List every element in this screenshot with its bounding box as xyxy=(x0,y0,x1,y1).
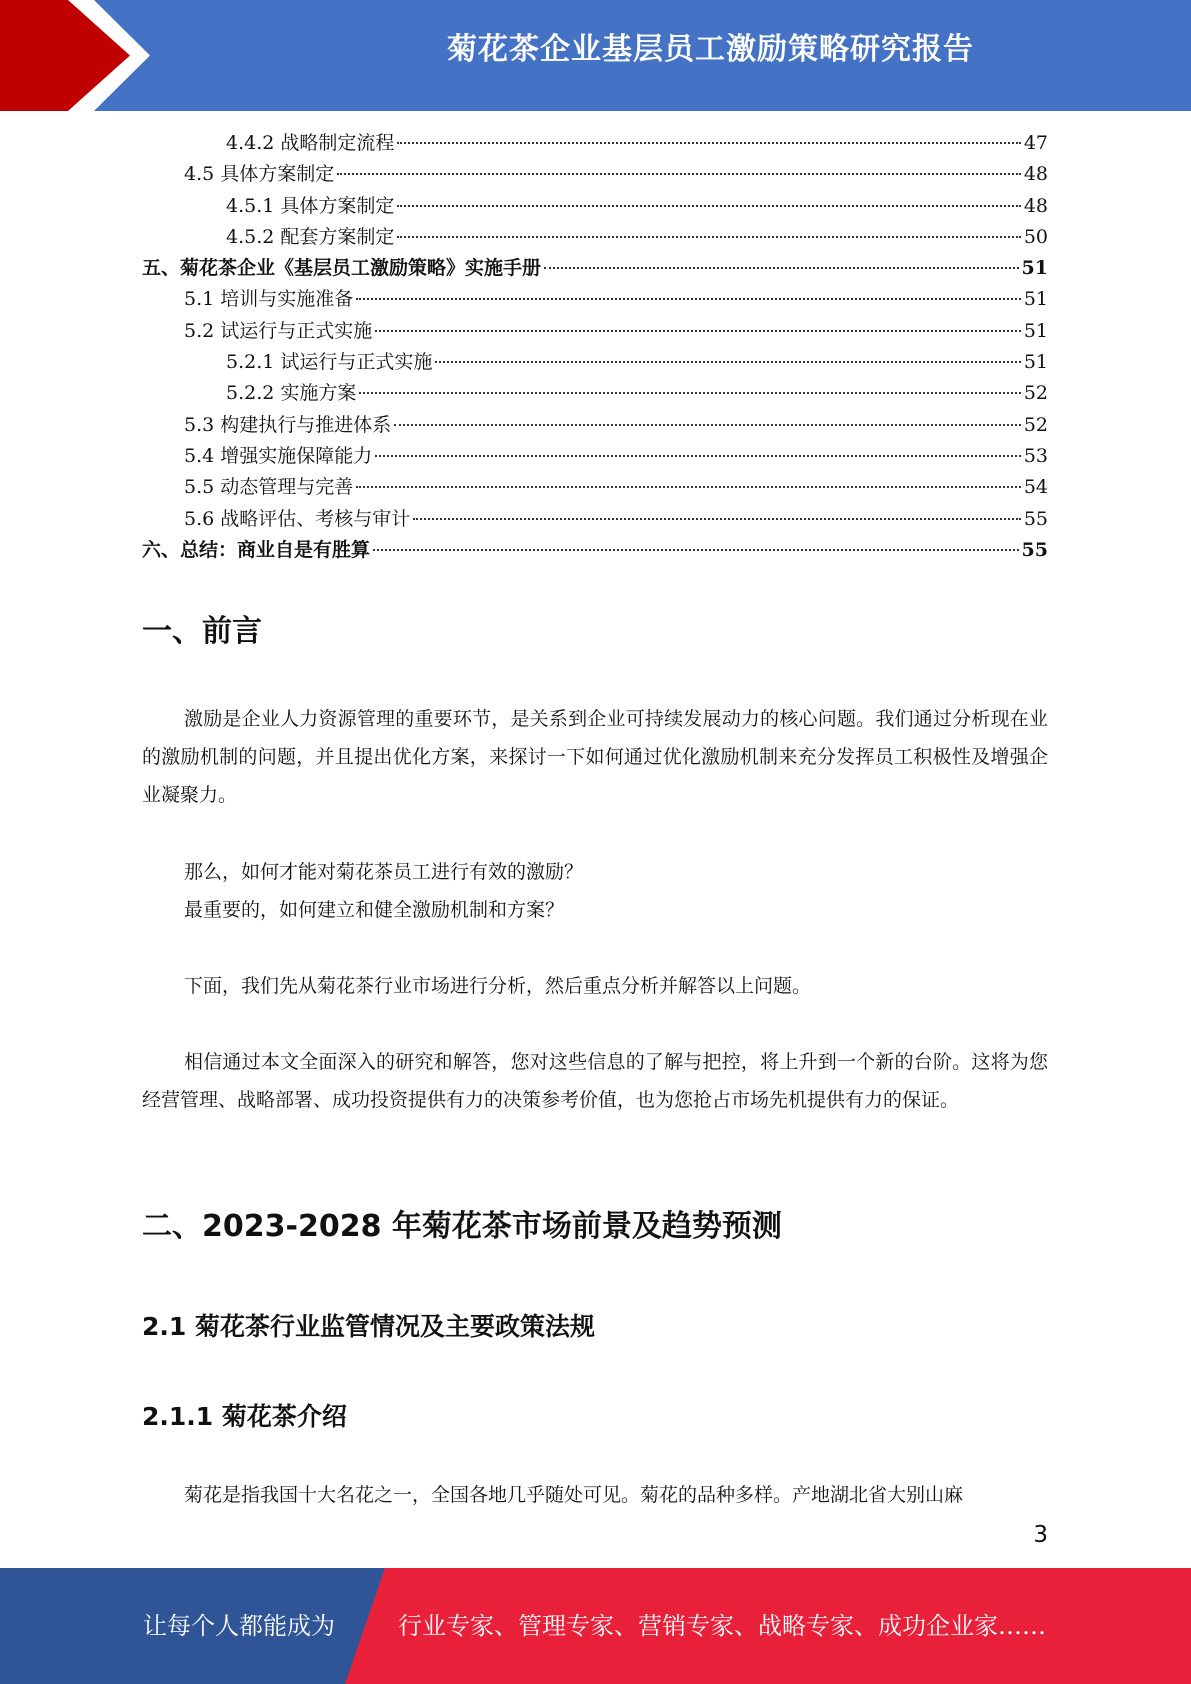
toc-entry[interactable] xyxy=(142,128,1048,159)
toc-leader-dots xyxy=(337,173,1021,175)
paragraph-chrysanthemum: 菊花是指我国十大名花之一，全国各地几乎随处可见。菊花的品种多样。产地湖北省大别山麻 xyxy=(184,1484,964,1506)
toc-entry-label: 五、菊花茶企业《基层员工激励策略》实施手册 xyxy=(142,257,542,280)
toc-entry-page: 52 xyxy=(1023,382,1048,405)
toc-leader-dots xyxy=(356,298,1021,300)
toc-entry-page: 47 xyxy=(1023,132,1048,154)
paragraph-outline: 下面，我们先从菊花茶行业市场进行分析，然后重点分析并解答以上问题。 xyxy=(184,975,812,997)
page-footer xyxy=(0,1568,1191,1684)
toc-entry[interactable] xyxy=(142,159,1048,190)
heading-preface: 一、前言 xyxy=(142,614,262,649)
toc-entry-page: 51 xyxy=(1023,319,1048,342)
toc-entry[interactable] xyxy=(142,253,1048,284)
toc-entry-label: 5.5 动态管理与完善 xyxy=(184,476,354,499)
paragraph-intro: 激励是企业人力资源管理的重要环节，是关系到企业可持续发展动力的核心问题。我们通过分析现在业的激励机制的问题，并且提出优化方案，来探讨一下如何通过优化激励机制来充分发挥员工积极性及增强企业凝聚力。 xyxy=(142,708,1048,806)
toc-leader-dots xyxy=(544,267,1019,269)
toc-leader-dots xyxy=(397,236,1020,238)
toc-leader-dots xyxy=(394,424,1021,426)
toc-entry-label: 5.1 培训与实施准备 xyxy=(184,288,354,311)
heading-chrysanthemum-intro: 2.1.1 菊花茶介绍 xyxy=(142,1402,347,1431)
toc-entry-page: 53 xyxy=(1023,444,1048,467)
toc-entry-label: 5.2.1 试运行与正式实施 xyxy=(226,351,433,374)
toc-entry[interactable] xyxy=(142,347,1048,378)
toc-entry[interactable] xyxy=(142,441,1048,472)
toc-entry-label: 六、总结：商业自是有胜算 xyxy=(142,538,371,561)
toc-entry[interactable] xyxy=(142,535,1048,566)
toc-entry-page: 52 xyxy=(1023,413,1048,436)
footer-slogan-left: 让每个人都能成为 xyxy=(143,1612,335,1640)
toc-leader-dots xyxy=(397,142,1020,144)
toc-leader-dots xyxy=(359,392,1020,394)
paragraph-value: 相信通过本文全面深入的研究和解答，您对这些信息的了解与把控，将上升到一个新的台阶。这将为您经营管理、战略部署、成功投资提供有力的决策参考价值，也为您抢占市场先机提供有力的保证。 xyxy=(142,1051,1048,1111)
toc-leader-dots xyxy=(397,205,1020,207)
toc-entry-label: 4.4.2 战略制定流程 xyxy=(226,132,395,154)
toc-entry-page: 54 xyxy=(1023,476,1048,499)
toc-entry[interactable] xyxy=(142,191,1048,222)
toc-entry-page: 51 xyxy=(1023,288,1048,311)
heading-regulation: 2.1 菊花茶行业监管情况及主要政策法规 xyxy=(142,1312,595,1341)
paragraph-question-2: 最重要的，如何建立和健全激励机制和方案？ xyxy=(184,899,565,921)
paragraph-question-1: 那么，如何才能对菊花茶员工进行有效的激励？ xyxy=(184,861,584,883)
toc-entry-page: 48 xyxy=(1023,194,1048,217)
toc-entry-page: 55 xyxy=(1023,507,1048,530)
heading-market-forecast: 二、2023-2028 年菊花茶市场前景及趋势预测 xyxy=(142,1209,782,1244)
toc-leader-dots xyxy=(375,330,1021,332)
toc-entry[interactable] xyxy=(142,316,1048,347)
page-number: 3 xyxy=(1033,1522,1048,1548)
toc-entry-label: 5.2.2 实施方案 xyxy=(226,382,357,405)
toc-entry-page: 50 xyxy=(1023,225,1048,248)
toc-entry-label: 4.5.1 具体方案制定 xyxy=(226,194,395,217)
toc-entry-page: 51 xyxy=(1023,351,1048,374)
toc-entry-label: 5.6 战略评估、考核与审计 xyxy=(184,507,411,530)
toc-leader-dots xyxy=(435,361,1020,363)
toc-entry[interactable] xyxy=(142,504,1048,535)
toc-entry-page: 55 xyxy=(1021,538,1048,561)
page-header xyxy=(0,0,1191,111)
toc-entry-label: 4.5.2 配套方案制定 xyxy=(226,225,395,248)
toc-entry-label: 5.3 构建执行与推进体系 xyxy=(184,413,392,436)
header-arrow-decoration xyxy=(0,0,150,111)
toc-leader-dots xyxy=(413,518,1021,520)
toc-leader-dots xyxy=(373,549,1019,551)
toc-entry-label: 4.5 具体方案制定 xyxy=(184,163,335,186)
toc-entry[interactable] xyxy=(142,284,1048,315)
toc-leader-dots xyxy=(356,486,1021,488)
table-of-contents xyxy=(142,128,1048,566)
toc-entry-label: 5.4 增强实施保障能力 xyxy=(184,444,373,467)
footer-slogan-right: 行业专家、管理专家、营销专家、战略专家、成功企业家…… xyxy=(398,1612,1046,1640)
toc-entry-label: 5.2 试运行与正式实施 xyxy=(184,319,373,342)
toc-leader-dots xyxy=(375,455,1021,457)
report-title: 菊花茶企业基层员工激励策略研究报告 xyxy=(447,32,974,67)
toc-entry-page: 51 xyxy=(1021,257,1048,280)
toc-entry-page: 48 xyxy=(1023,163,1048,186)
toc-entry[interactable] xyxy=(142,410,1048,441)
toc-entry[interactable] xyxy=(142,472,1048,503)
toc-entry[interactable] xyxy=(142,378,1048,409)
toc-entry[interactable] xyxy=(142,222,1048,253)
